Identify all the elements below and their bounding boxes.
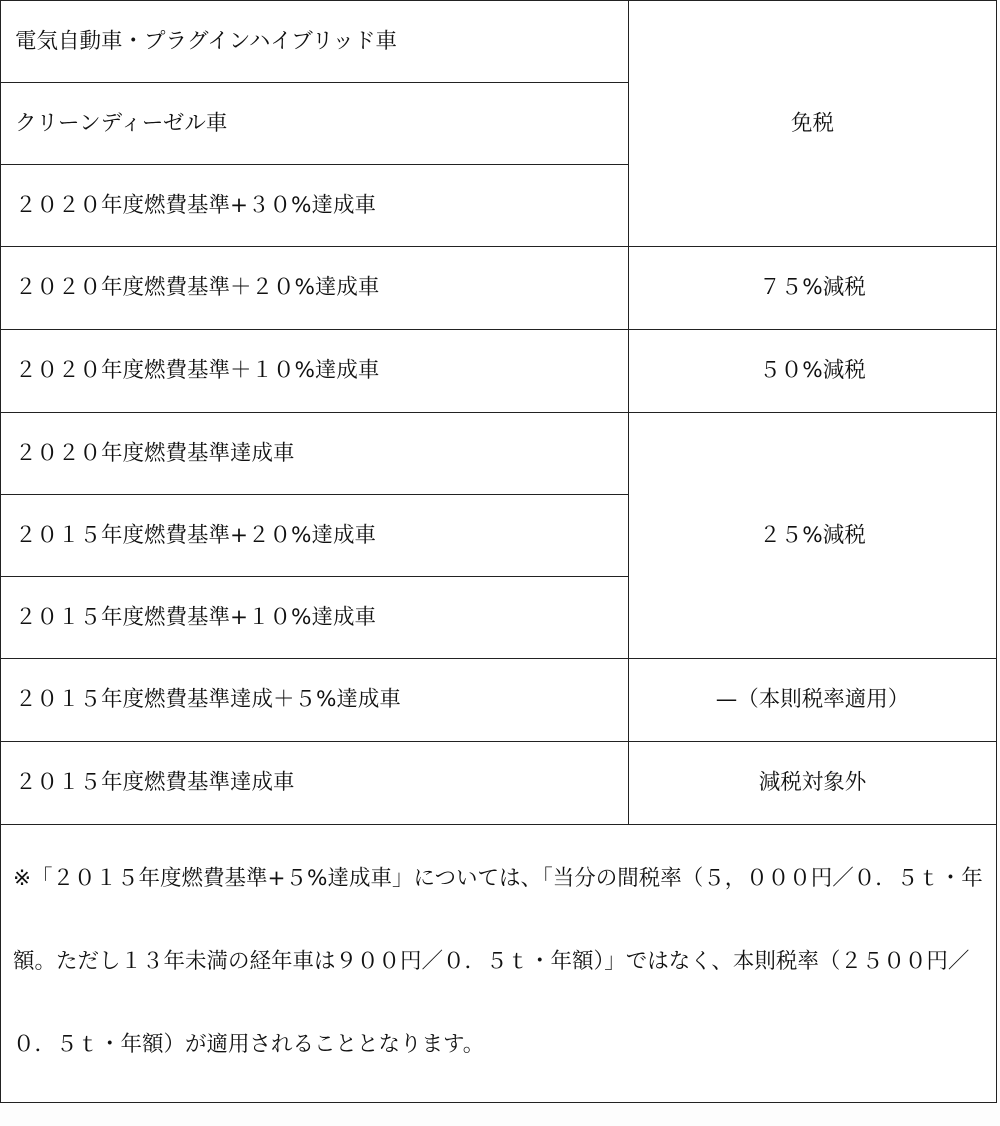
tax-rate-cell: 免税 [629,1,997,247]
vehicle-category-cell: ２０１５年度燃費基準+２０%達成車 [1,495,629,577]
table-row [1,330,997,413]
table-row [1,1,997,83]
tax-rate-cell: —（本則税率適用） [629,659,997,742]
vehicle-category-cell: 電気自動車・プラグインハイブリッド車 [1,1,629,83]
vehicle-category-cell: ２０２０年度燃費基準+３０%達成車 [1,165,629,247]
footnote-text: ※「２０１５年度燃費基準+５%達成車」については、「当分の間税率（５，０００円／０．５ｔ・年額。ただし１３年未満の経年車は９００円／０．５ｔ・年額）」ではなく、本則税率（２５００円／０．５ｔ・年額）が適用されることとなります。 [1,825,997,1103]
vehicle-category-cell: ２０２０年度燃費基準＋２０%達成車 [1,247,629,330]
tax-rate-cell: ２５%減税 [629,413,997,659]
vehicle-category-cell: ２０１５年度燃費基準+１０%達成車 [1,577,629,659]
tax-rate-cell: ５０%減税 [629,330,997,413]
vehicle-category-cell: ２０１５年度燃費基準達成車 [1,742,629,825]
vehicle-category-cell: ２０２０年度燃費基準＋１０%達成車 [1,330,629,413]
vehicle-category-cell: ２０１５年度燃費基準達成＋５%達成車 [1,659,629,742]
vehicle-category-cell: ２０２０年度燃費基準達成車 [1,413,629,495]
tax-rate-cell: ７５%減税 [629,247,997,330]
table-row [1,413,997,495]
vehicle-category-cell: クリーンディーゼル車 [1,83,629,165]
tax-rate-cell: 減税対象外 [629,742,997,825]
note-row [1,825,997,1103]
table-row [1,659,997,742]
table-row [1,247,997,330]
table-row [1,742,997,825]
